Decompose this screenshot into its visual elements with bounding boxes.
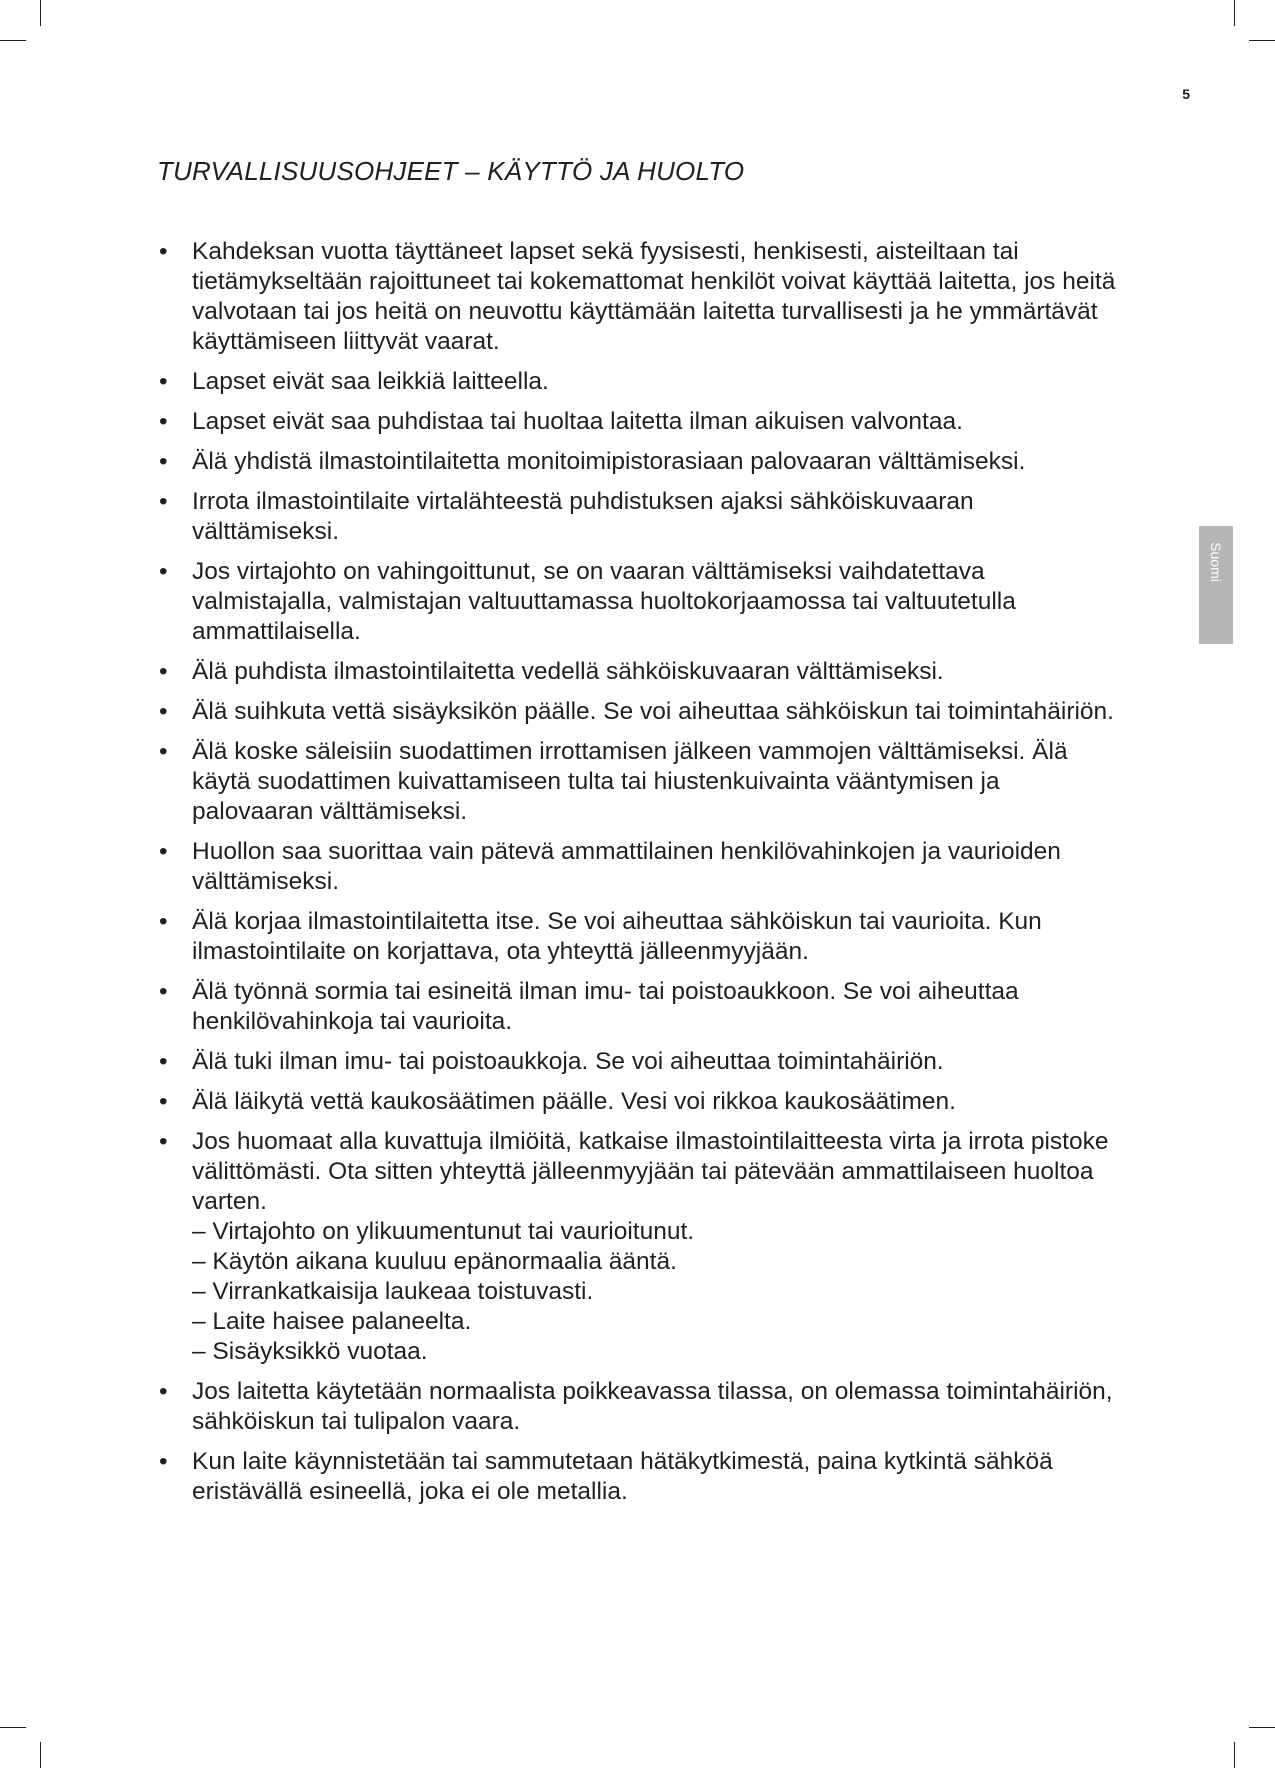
bullet-icon: • — [159, 448, 168, 475]
list-item — [157, 1087, 1117, 1117]
list-item — [157, 657, 1117, 687]
list-item-text: Älä koske säleisiin suodattimen irrottamisen jälkeen vammojen välttämiseksi. Älä käytä suodattimen kuivattamiseen tulta tai hiustenkuivainta vääntymisen ja palovaaran välttämiseksi. — [192, 738, 1068, 825]
list-item — [157, 697, 1117, 727]
list-item — [157, 837, 1117, 897]
bullet-icon: • — [159, 838, 168, 865]
symptom-item: – Virrankatkaisija laukeaa toistuvasti. — [192, 1278, 594, 1305]
list-item-text: Jos huomaat alla kuvattuja ilmiöitä, katkaise ilmastointilaitteesta virta ja irrota pistoke välittömästi. Ota sitten yhteyttä jälleenmyyjään tai pätevään ammattilaiseen huoltoa varten. — [192, 1128, 1109, 1215]
list-item — [157, 487, 1117, 547]
page-title: TURVALLISUUSOHJEET – KÄYTTÖ JA HUOLTO — [157, 156, 745, 186]
list-item-text: Jos virtajohto on vahingoittunut, se on vaaran välttämiseksi vaihdatettava valmistajalla, valmistajan valtuuttamassa huoltokorjaamossa tai valtuutetulla ammattilaisella. — [192, 558, 1016, 645]
list-item-text: Lapset eivät saa leikkiä laitteella. — [192, 368, 549, 395]
list-item-text: Älä työnnä sormia tai esineitä ilman imu- tai poistoaukkoon. Se voi aiheuttaa henkilövahinkoja tai vaurioita. — [192, 978, 1019, 1035]
bullet-icon: • — [159, 408, 168, 435]
symptom-item: – Käytön aikana kuuluu epänormaalia ääntä. — [192, 1248, 677, 1275]
crop-mark — [1234, 1742, 1235, 1768]
list-item — [157, 367, 1117, 397]
list-item-text: Älä puhdista ilmastointilaitetta vedellä sähköiskuvaaran välttämiseksi. — [192, 658, 944, 685]
language-tab-label: Suomi — [1208, 542, 1224, 582]
bullet-icon: • — [159, 1048, 168, 1075]
list-item-text: Älä tuki ilman imu- tai poistoaukkoja. Se voi aiheuttaa toimintahäiriön. — [192, 1048, 944, 1075]
list-item — [157, 1447, 1117, 1507]
safety-instructions-list — [157, 237, 1117, 1517]
bullet-icon: • — [159, 1128, 168, 1155]
bullet-icon: • — [159, 658, 168, 685]
list-item-text: Älä läikytä vettä kaukosäätimen päälle. Vesi voi rikkoa kaukosäätimen. — [192, 1088, 956, 1115]
list-item-text: Kun laite käynnistetään tai sammutetaan hätäkytkimestä, paina kytkintä sähköä eristävällä esineellä, joka ei ole metallia. — [192, 1448, 1053, 1505]
crop-mark — [0, 1727, 26, 1728]
bullet-icon: • — [159, 1378, 168, 1405]
list-item — [157, 1377, 1117, 1437]
bullet-icon: • — [159, 368, 168, 395]
list-item-text: Kahdeksan vuotta täyttäneet lapset sekä fyysisesti, henkisesti, aisteiltaan tai tietämykseltään rajoittuneet tai kokemattomat henkilöt voivat käyttää laitetta, jos heitä valvotaan tai jos heitä on neuvottu käyttämään laitetta turvallisesti ja he ymmärtävät käyttämiseen liittyvät vaarat. — [192, 238, 1116, 355]
crop-mark — [1249, 1727, 1275, 1728]
bullet-icon: • — [159, 1088, 168, 1115]
page-number: 5 — [1182, 86, 1190, 102]
crop-mark — [40, 0, 41, 26]
list-item — [157, 447, 1117, 477]
list-item — [157, 1127, 1117, 1367]
list-item — [157, 977, 1117, 1037]
list-item-text: Älä suihkuta vettä sisäyksikön päälle. Se voi aiheuttaa sähköiskun tai toimintahäiriön. — [192, 698, 1114, 725]
list-item-text: Älä yhdistä ilmastointilaitetta monitoimipistorasiaan palovaaran välttämiseksi. — [192, 448, 1026, 475]
bullet-icon: • — [159, 978, 168, 1005]
bullet-icon: • — [159, 698, 168, 725]
crop-mark — [0, 40, 26, 41]
bullet-icon: • — [159, 1448, 168, 1475]
list-item — [157, 557, 1117, 647]
list-item — [157, 737, 1117, 827]
bullet-icon: • — [159, 738, 168, 765]
list-item — [157, 237, 1117, 357]
language-tab — [1199, 526, 1233, 644]
list-item-text: Irrota ilmastointilaite virtalähteestä puhdistuksen ajaksi sähköiskuvaaran välttämiseksi. — [192, 488, 974, 545]
bullet-icon: • — [159, 488, 168, 515]
list-item — [157, 407, 1117, 437]
symptom-item: – Virtajohto on ylikuumentunut tai vaurioitunut. — [192, 1218, 695, 1245]
bullet-icon: • — [159, 238, 168, 265]
list-item-text: Älä korjaa ilmastointilaitetta itse. Se voi aiheuttaa sähköiskun tai vaurioita. Kun ilmastointilaite on korjattava, ota yhteyttä jälleenmyyjään. — [192, 908, 1042, 965]
list-item-text: Huollon saa suorittaa vain pätevä ammattilainen henkilövahinkojen ja vaurioiden välttämiseksi. — [192, 838, 1061, 895]
bullet-icon: • — [159, 558, 168, 585]
crop-mark — [1234, 0, 1235, 26]
list-item-text: Lapset eivät saa puhdistaa tai huoltaa laitetta ilman aikuisen valvontaa. — [192, 408, 963, 435]
list-item — [157, 1047, 1117, 1077]
list-item-text: Jos laitetta käytetään normaalista poikkeavassa tilassa, on olemassa toimintahäiriön, sähköiskun tai tulipalon vaara. — [192, 1378, 1113, 1435]
list-item — [157, 907, 1117, 967]
symptom-item: – Sisäyksikkö vuotaa. — [192, 1338, 428, 1365]
bullet-icon: • — [159, 908, 168, 935]
symptom-list — [192, 1217, 1117, 1367]
crop-mark — [40, 1742, 41, 1768]
crop-mark — [1249, 40, 1275, 41]
symptom-item: – Laite haisee palaneelta. — [192, 1308, 472, 1335]
